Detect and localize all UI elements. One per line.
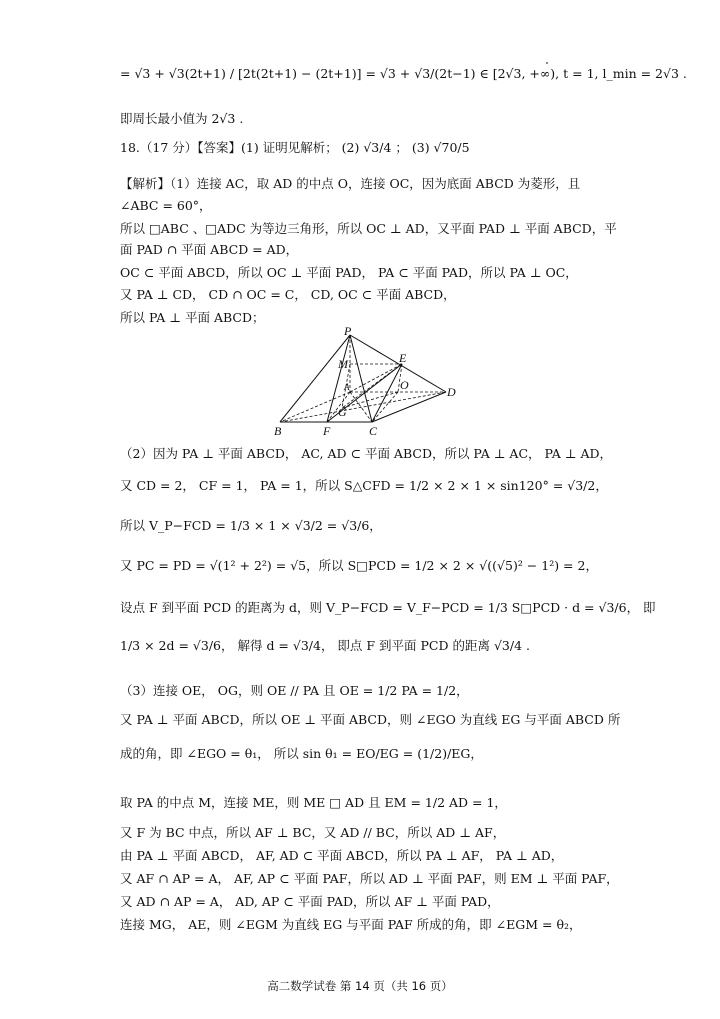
speck: [546, 62, 548, 64]
page-footer: 高二数学试卷 第 14 页（共 16 页）: [267, 979, 453, 993]
label-G: G: [338, 405, 347, 419]
label-M: M: [338, 357, 348, 371]
text-line: 又 PA ⊥ CD， CD ∩ OC = C， CD, OC ⊂ 平面 ABCD，: [120, 287, 456, 302]
text-line: 又 PA ⊥ 平面 ABCD，所以 OE ⊥ 平面 ABCD，则 ∠EGO 为直线 EG 与平面 ABCD 所: [120, 712, 621, 727]
label-F: F: [323, 424, 331, 438]
geometry-figure: [272, 326, 472, 438]
text-line: 成的角，即 ∠EGO = θ₁， 所以 sin θ₁ = EO/EG = (1/2)/EG，: [120, 746, 483, 761]
text-line: 又 AF ∩ AP = A， AF, AP ⊂ 平面 PAF，所以 AD ⊥ 平面 PAF，则 EM ⊥ 平面 PAF，: [120, 871, 619, 886]
text-line: 设点 F 到平面 PCD 的距离为 d，则 V_P−FCD = V_F−PCD = 1/3 S□PCD · d = √3/6， 即: [120, 600, 656, 615]
edge-EG: [342, 364, 402, 408]
label-E: E: [399, 351, 407, 365]
text-line: 1/3 × 2d = √3/6， 解得 d = √3/4， 即点 F 到平面 PCD 的距离 √3/4 .: [120, 638, 530, 653]
text-line: 又 CD = 2， CF = 1， PA = 1，所以 S△CFD = 1/2 × 2 × 1 × sin120° = √3/2，: [120, 478, 608, 493]
text-line: 连接 MG， AE，则 ∠EGM 为直线 EG 与平面 PAF 所成的角，即 ∠EGM = θ₂，: [120, 917, 582, 932]
text-line: 即周长最小值为 2√3 .: [120, 111, 244, 126]
label-C: C: [369, 424, 378, 438]
label-O: O: [400, 378, 409, 392]
text-line: 面 PAD ∩ 平面 ABCD = AD，: [120, 242, 299, 257]
text-line: ∠ABC = 60°，: [120, 198, 212, 213]
text-line: 由 PA ⊥ 平面 ABCD， AF, AD ⊂ 平面 ABCD，所以 PA ⊥ AF， PA ⊥ AD，: [120, 848, 564, 863]
text-line: 又 PC = PD = √(1² + 2²) = √5，所以 S□PCD = 1/2 × 2 × √((√5)² − 1²) = 2，: [120, 558, 598, 573]
text-line: = √3 + √3(2t+1) / [2t(2t+1) − (2t+1)] = √3 + √3/(2t−1) ∈ [2√3, +∞), t = 1, l_min = 2√3 .: [120, 66, 687, 81]
text-line: 取 PA 的中点 M，连接 ME，则 ME □ AD 且 EM = 1/2 AD = 1，: [120, 795, 507, 810]
text-line: （2）因为 PA ⊥ 平面 ABCD， AC, AD ⊂ 平面 ABCD，所以 PA ⊥ AC， PA ⊥ AD，: [120, 446, 613, 461]
text-line: 所以 PA ⊥ 平面 ABCD；: [120, 310, 265, 325]
text-line: OC ⊂ 平面 ABCD，所以 OC ⊥ 平面 PAD， PA ⊂ 平面 PAD，所以 PA ⊥ OC，: [120, 265, 578, 280]
text-line: 又 AD ∩ AP = A， AD, AP ⊂ 平面 PAD，所以 AF ⊥ 平面 PAD，: [120, 894, 500, 909]
edge-BD: [280, 392, 446, 422]
text-line: 【解析】（1）连接 AC，取 AD 的中点 O，连接 OC，因为底面 ABCD 为菱形，且: [120, 176, 581, 191]
text-line: 所以 V_P−FCD = 1/3 × 1 × √3/2 = √3/6，: [120, 518, 382, 533]
text-line: 18.（17 分）【答案】(1) 证明见解析； (2) √3/4 ； (3) √70/5: [120, 140, 470, 155]
edge-PD: [350, 335, 446, 392]
text-line: （3）连接 OE， OG，则 OE // PA 且 OE = 1/2 PA = 1/2，: [120, 683, 469, 698]
label-D: D: [447, 385, 456, 399]
label-P: P: [344, 326, 352, 338]
edge-PC: [350, 335, 372, 422]
label-A: A: [344, 382, 350, 392]
text-line: 又 F 为 BC 中点，所以 AF ⊥ BC，又 AD // BC，所以 AD ⊥ AF，: [120, 825, 506, 840]
label-B: B: [274, 424, 282, 438]
text-line: 所以 □ABC 、□ADC 为等边三角形，所以 OC ⊥ AD，又平面 PAD ⊥ 平面 ABCD，平: [120, 221, 617, 236]
